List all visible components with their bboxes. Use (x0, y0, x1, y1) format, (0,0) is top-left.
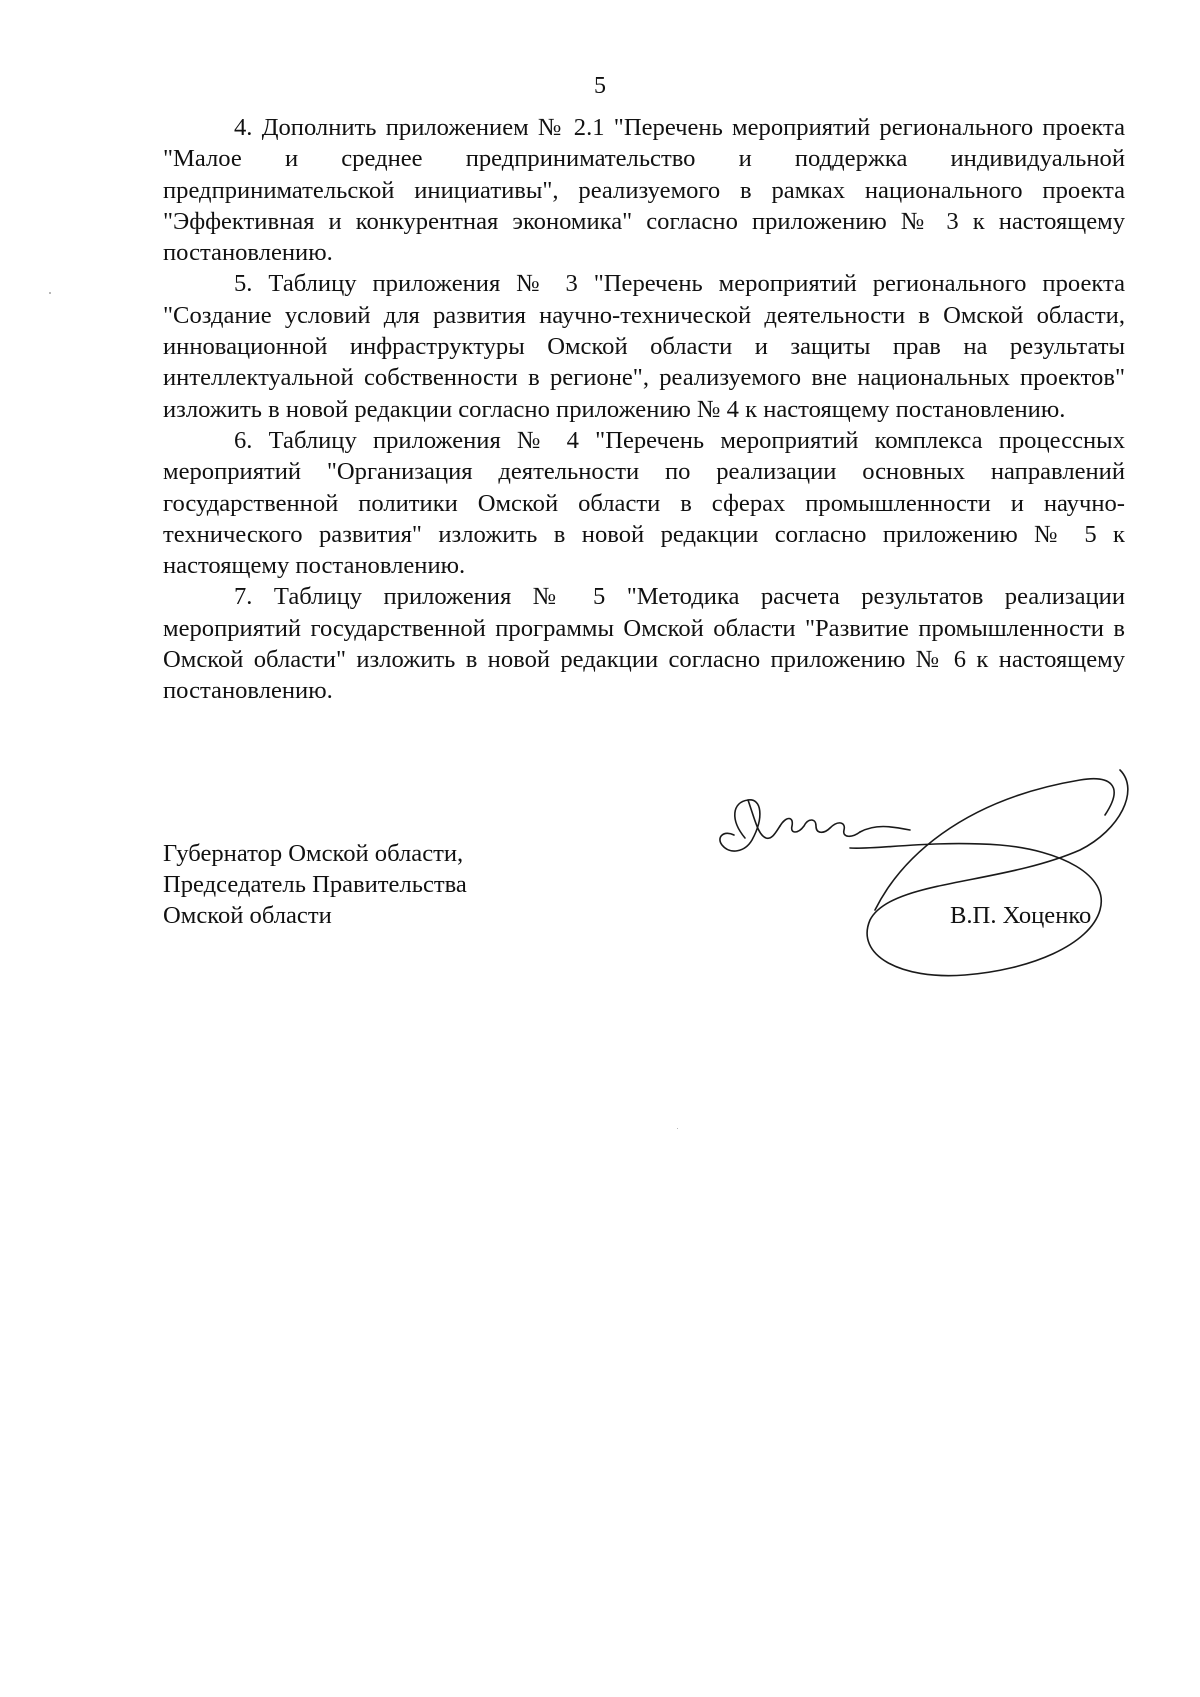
paragraph-item-6: 6. Таблицу приложения № 4 "Перечень мероприятий комплекса процессных мероприятий "Организация деятельности по реализации основных направлений государственной политики Омской области в сферах промышленности и научно-технического развития" изложить в новой редакции согласно приложению № 5 к настоящему постановлению. (163, 426, 1125, 580)
handwritten-signature (700, 760, 1140, 990)
signatory-position-line: Омской области (163, 902, 332, 929)
paragraph-item-4: 4. Дополнить приложением № 2.1 "Перечень мероприятий регионального проекта "Малое и среднее предпринимательство и поддержка индивидуальной предпринимательской инициативы", реализуемого в рамках национального проекта "Эффективная и конкурентная экономика" согласно приложению № 3 к настоящему постановлению. (163, 114, 1125, 267)
page-number: 5 (594, 73, 606, 99)
signatory-position-line: Председатель Правительства (163, 871, 467, 898)
signer-name: В.П. Хоценко (950, 902, 1092, 929)
paragraph-item-5: 5. Таблицу приложения № 3 "Перечень мероприятий регионального проекта "Создание условий для развития научно-технической деятельности в Омской области, инновационной инфраструктуры Омской области и защиты прав на результаты интеллектуальной собственности в регионе", реализуемого вне национальных проектов" изложить в новой редакции согласно приложению № 4 к настоящему постановлению. (163, 270, 1125, 423)
signatory-position (163, 838, 583, 931)
document-body (163, 112, 1125, 707)
signatory-position-line: Губернатор Омской области, (163, 840, 464, 867)
scan-artifact-mark (49, 292, 51, 294)
paragraph-item-7: 7. Таблицу приложения № 5 "Методика расчета результатов реализации мероприятий государственной программы Омской области "Развитие промышленности в Омской области" изложить в новой редакции согласно приложению № 6 к настоящему постановлению. (163, 583, 1125, 705)
scan-artifact-mark (677, 1128, 678, 1129)
